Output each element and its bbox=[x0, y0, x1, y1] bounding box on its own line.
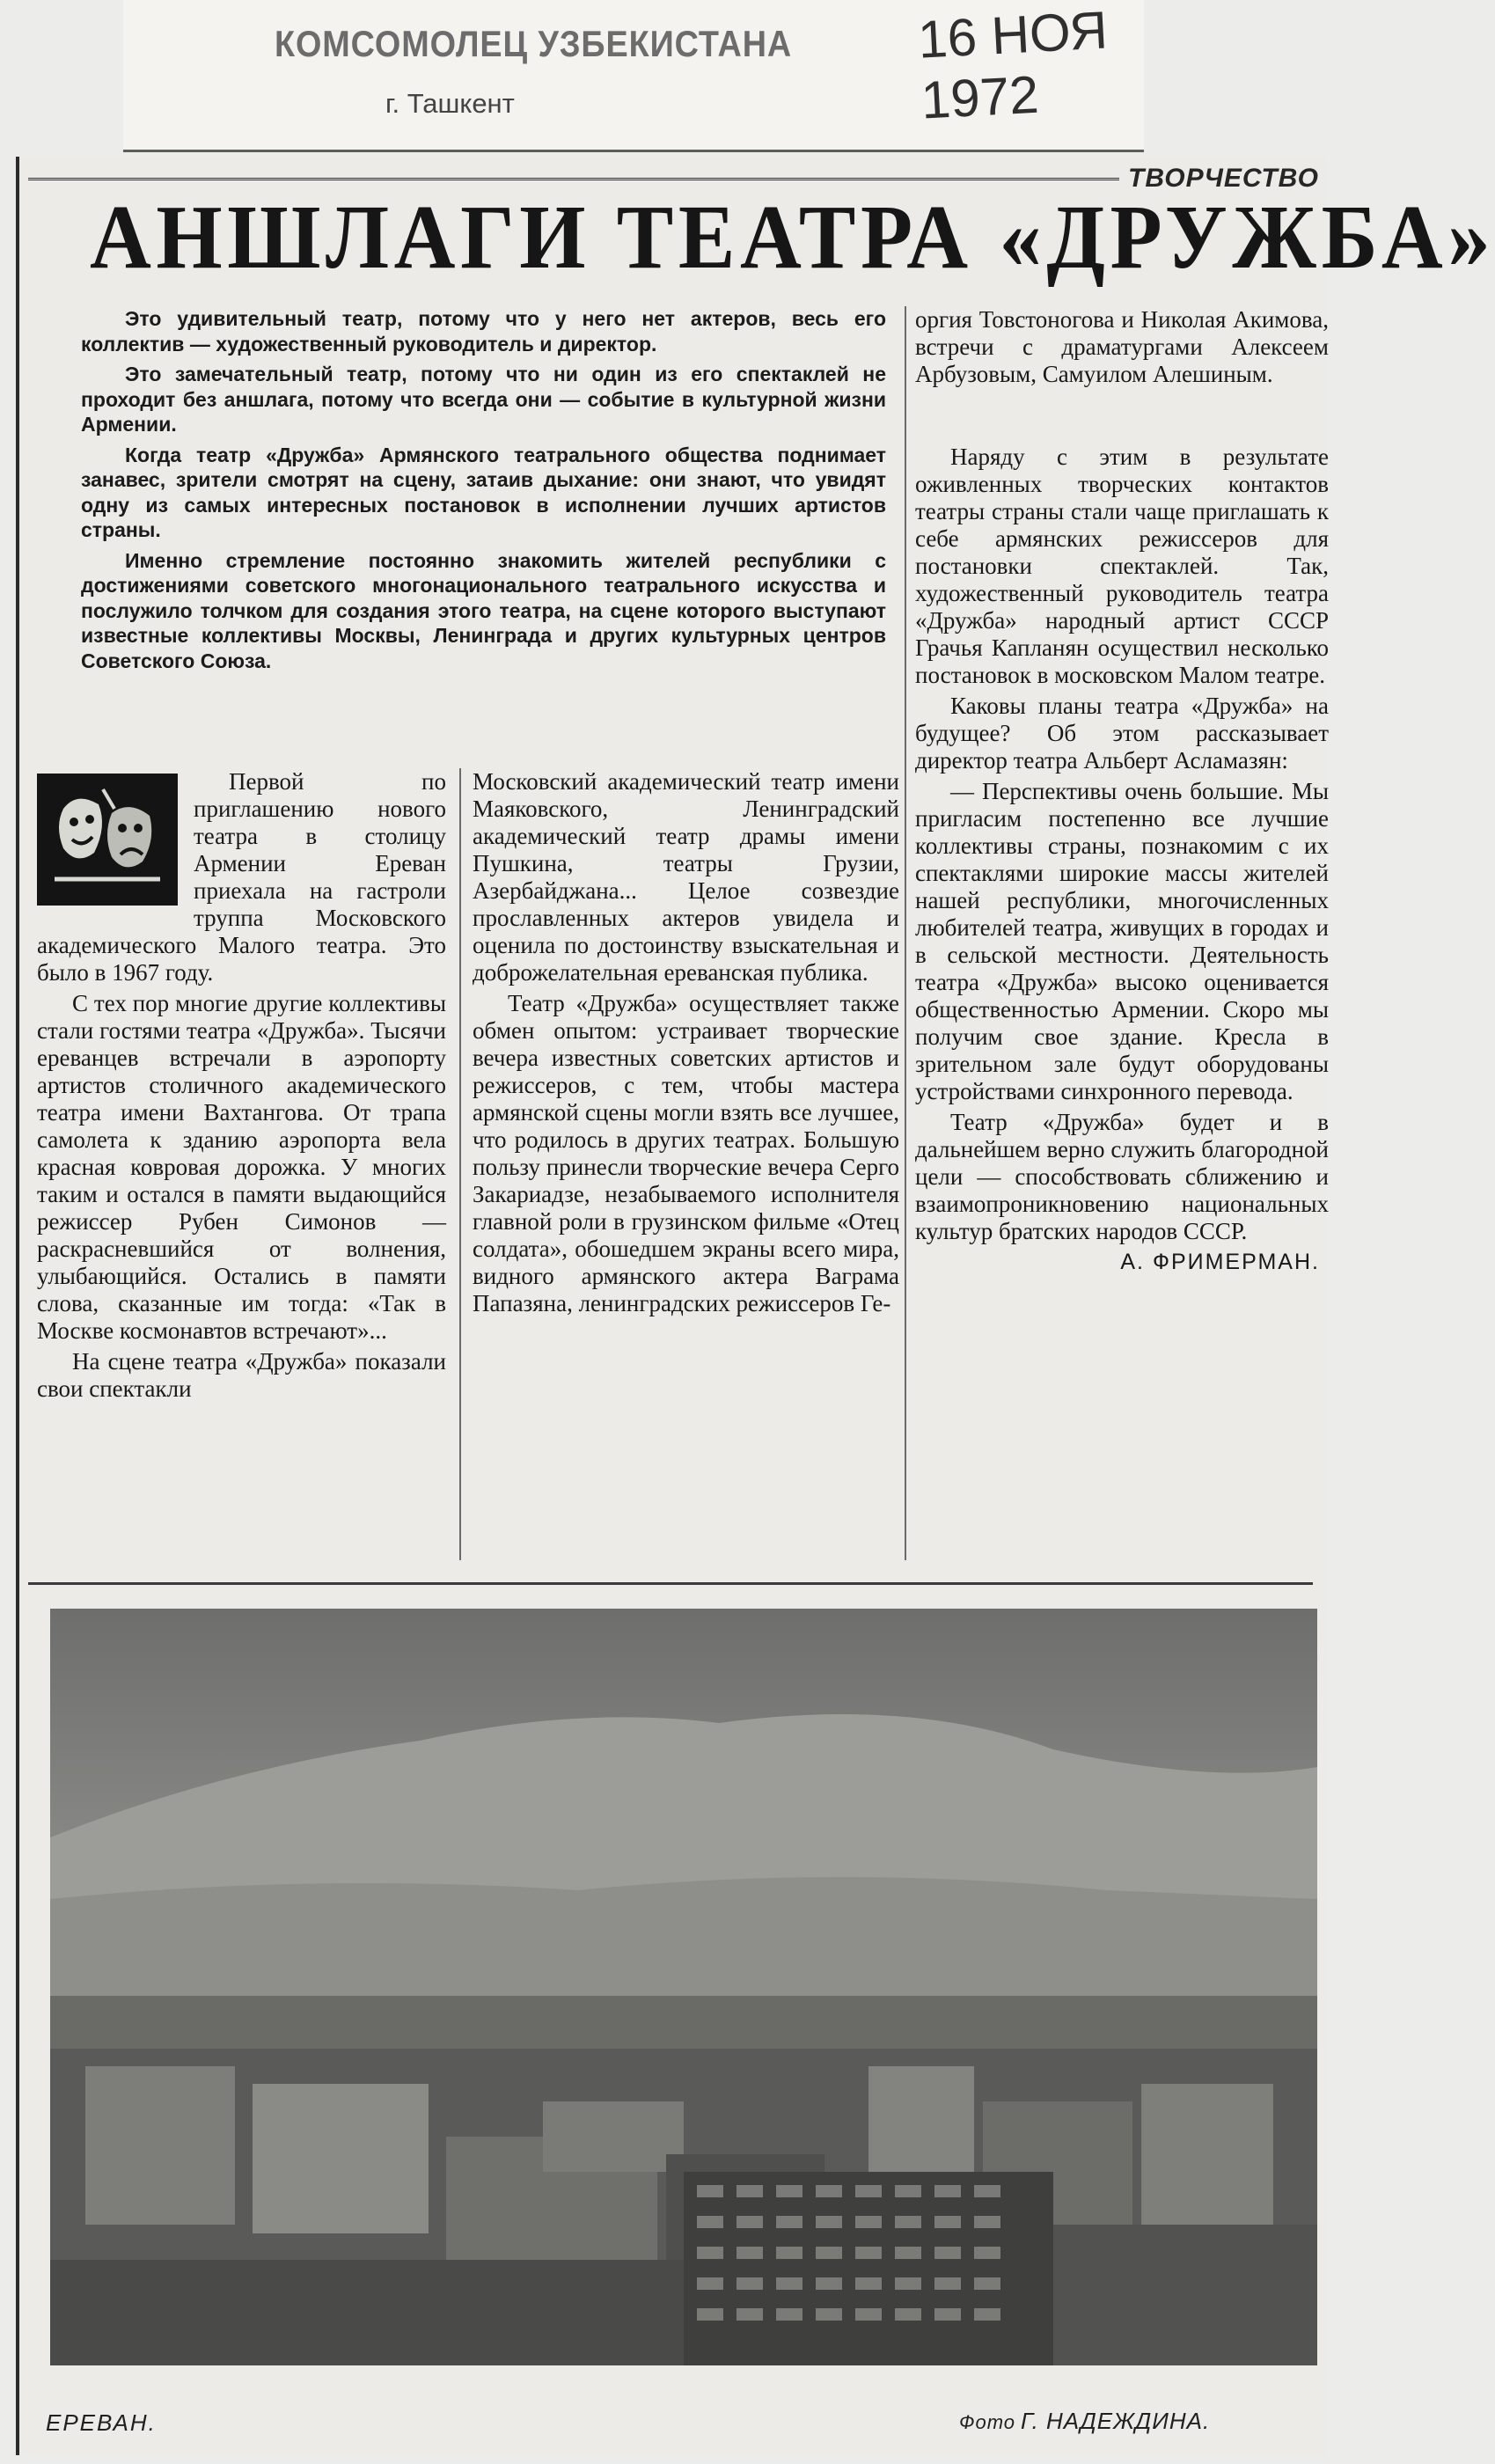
column-3-top bbox=[915, 306, 1329, 392]
city-panorama-image bbox=[50, 1609, 1317, 2365]
lead-paragraph: Именно стремление постоянно знакомить жителей республики с достижениями советского многонационального театрального искусства и послужило толчком для создания этого театра, на сцене которого выступают известные коллективы Москвы, Ленинграда и других культурных центров Советского Союза. bbox=[81, 548, 886, 672]
rubric-label: ТВОРЧЕСТВО bbox=[1128, 164, 1319, 193]
column-2 bbox=[473, 768, 899, 1321]
stamp-newspaper-name: КОМСОМОЛЕЦ УЗБЕКИСТАНА bbox=[275, 23, 793, 64]
column-divider bbox=[905, 306, 906, 1560]
yerevan-photo bbox=[50, 1609, 1317, 2365]
article-paragraph: Каковы планы театра «Дружба» на будущее? Об этом рассказывает директор театра Альберт Асламазян: bbox=[915, 693, 1329, 774]
newspaper-clipping bbox=[16, 157, 1495, 2455]
photo-credit-name: Г. НАДЕЖДИНА. bbox=[1021, 2408, 1211, 2434]
article-paragraph: — Перспективы очень большие. Мы пригласим постепенно все лучшие коллективы страны, познакомим с их спектаклями широкие массы жителей нашей республики, многочисленных любителей театра, живущих в городах и в сельской местности. Деятельность театра «Дружба» высоко оценивается общественностью Армении. Скоро мы получим свое здание. Кресла в зрительном зале будут оборудованы устройствами синхронного перевода. bbox=[915, 778, 1329, 1104]
stamp-date: 16 НОЯ 1972 bbox=[916, 0, 1110, 130]
lead-paragraph: Это удивительный театр, потому что у него нет актеров, весь его коллектив — художественный руководитель и директор. bbox=[81, 307, 886, 356]
article-paragraph: Первой по приглашению нового театра в столицу Армении Ереван приехала на гастроли труппа Московского академического Малого театра. Это было в 1967 году. bbox=[37, 768, 446, 986]
photo-credit-label: Фото bbox=[959, 2411, 1016, 2433]
article-paragraph: Театр «Дружба» осуществляет также обмен опытом: устраивает творческие вечера известных советских артистов и режиссеров, с тем, чтобы мастера армянской сцены могли взять все лучшее, что родилось в других театрах. Большую пользу принесли творческие вечера Серго Закариадзе, незабываемого исполнителя главной роли в грузинском фильме «Отец солдата», обошедшем экраны всего мира, видного армянского актера Ваграма Папазяна, ленинградских режиссеров Ге- bbox=[473, 990, 899, 1316]
rubric-rule bbox=[28, 178, 1119, 180]
column-1 bbox=[37, 768, 446, 1406]
article-paragraph: С тех пор многие другие коллективы стали гостями театра «Дружба». Тысячи ереванцев встречали в аэропорту артистов столичного академического театра имени Вахтангова. От трапа самолета к зданию аэропорта вела красная ковровая дорожка. У многих таким и остался в памяти выдающийся режиссер Рубен Симонов — раскрасневшийся от волнения, улыбающийся. Остались в памяти слова, сказанные им тогда: «Так в Москве космонавтов встречают»... bbox=[37, 990, 446, 1344]
lead-paragraphs bbox=[81, 306, 886, 678]
column-divider bbox=[459, 768, 461, 1560]
article-paragraph: оргия Товстоногова и Николая Акимова, встречи с драматургами Алексеем Арбузовым, Самуилом Алешиным. bbox=[915, 306, 1329, 387]
photo-credit bbox=[959, 2408, 1210, 2435]
article-paragraph: Театр «Дружба» будет и в дальнейшем верно служить благородной цели — способствовать сближению и взаимопроникновению национальных культур братских народов СССР. bbox=[915, 1109, 1329, 1244]
author-signature: А. ФРИМЕРМАН. bbox=[1120, 1250, 1320, 1274]
article-paragraph: Наряду с этим в результате оживленных творческих контактов театры страны стали чаще приглашать к себе армянских режиссеров для постановки спектаклей. Так, художественный руководитель театра «Дружба» народный артист СССР Грачья Капланян осуществил несколько постановок в московском Малом театре. bbox=[915, 444, 1329, 688]
article-paragraph: На сцене театра «Дружба» показали свои спектакли bbox=[37, 1348, 446, 1402]
lead-paragraph: Это замечательный театр, потому что ни один из его спектаклей не проходит без аншлага, потому что всегда они — событие в культурной жизни Армении. bbox=[81, 363, 886, 436]
photo-rule bbox=[28, 1582, 1313, 1585]
photo-caption: ЕРЕВАН. bbox=[46, 2409, 157, 2436]
article-paragraph: Московский академический театр имени Маяковского, Ленинградский академический театр драмы имени Пушкина, театры Грузии, Азербайджана... Целое созвездие прославленных актеров увидела и оценила по достоинству взыскательная и доброжелательная ереванская публика. bbox=[473, 768, 899, 986]
theater-masks-icon bbox=[37, 774, 178, 906]
theater-emblem-image bbox=[37, 774, 178, 906]
headline: АНШЛАГИ ТЕАТРА «ДРУЖБА» bbox=[90, 187, 1495, 288]
stamp-city: г. Ташкент bbox=[385, 88, 515, 119]
lead-paragraph: Когда театр «Дружба» Армянского театрального общества поднимает занавес, зрители смотрят на сцену, затаив дыхание: они знают, что увидят одну из самых интересных постановок в исполнении лучших артистов страны. bbox=[81, 443, 886, 541]
archive-stamp bbox=[123, 0, 1144, 152]
column-3 bbox=[915, 444, 1329, 1276]
